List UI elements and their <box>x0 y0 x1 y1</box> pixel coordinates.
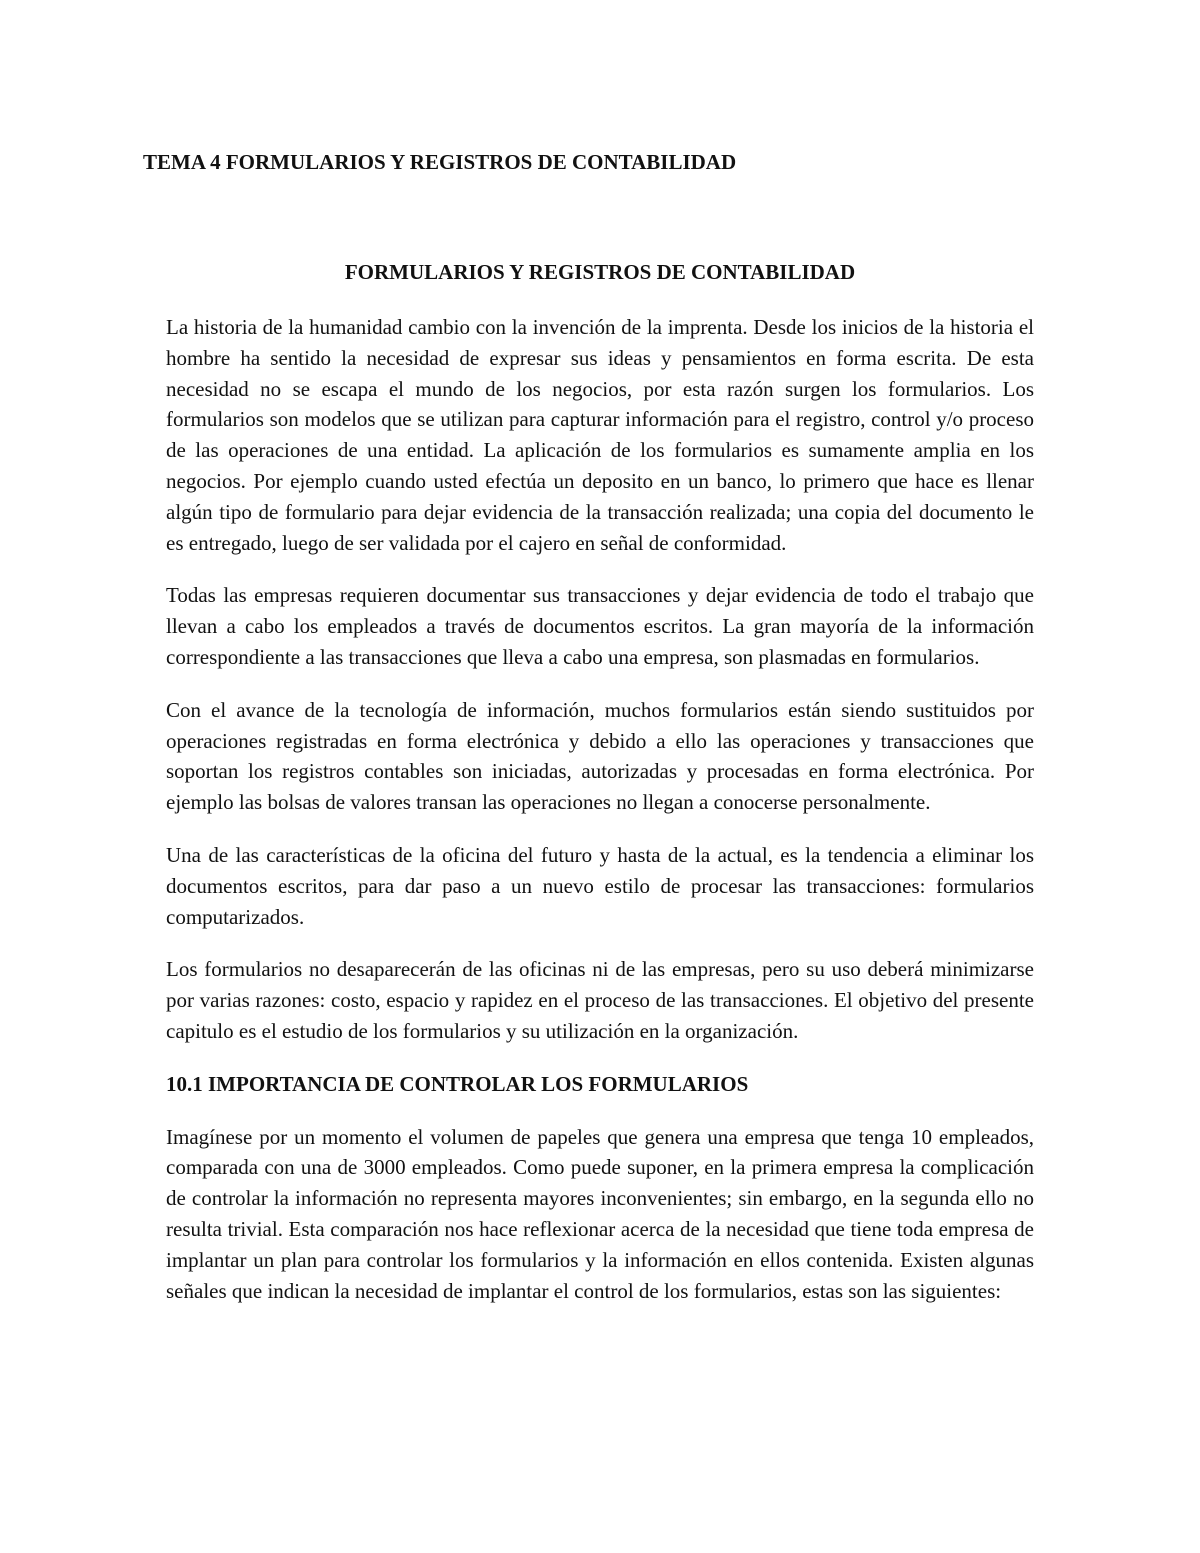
paragraph-office-future: Una de las características de la oficina del futuro y hasta de la actual, es la tendencia a eliminar los documentos escritos, para dar paso a un nuevo estilo de procesar las transacciones: formularios computarizados. <box>166 842 1034 929</box>
paragraph-objective: Los formularios no desaparecerán de las oficinas ni de las empresas, pero su uso deberá minimizarse por varias razones: costo, espacio y rapidez en el proceso de las transacciones. El objetivo del presente capitulo es el estudio de los formularios y su utilización en la organización. <box>166 957 1034 1043</box>
section-title: FORMULARIOS Y REGISTROS DE CONTABILIDAD <box>344 260 856 284</box>
subheading-importance: 10.1 IMPORTANCIA DE CONTROLAR LOS FORMULARIOS <box>166 1071 749 1096</box>
document-title: TEMA 4 FORMULARIOS Y REGISTROS DE CONTABILIDAD <box>143 150 737 174</box>
paragraph-documentation: Todas las empresas requieren documentar sus transacciones y dejar evidencia de todo el trabajo que llevan a cabo los empleados a través de documentos escritos. La gran mayoría de la información correspondiente a las transacciones que lleva a cabo una empresa, son plasmadas en formularios. <box>166 583 1034 669</box>
document-body <box>166 312 1034 1328</box>
paragraph-control-need: Imagínese por un momento el volumen de papeles que genera una empresa que tenga 10 empleados, comparada con una de 3000 empleados. Como puede suponer, en la primera empresa la complicación de controlar la información no representa mayores inconvenientes; sin embargo, en la segunda ello no resulta trivial. Esta comparación nos hace reflexionar acerca de la necesidad que tiene toda empresa de implantar un plan para controlar los formularios y la información en ellos contenida. Existen algunas señales que indican la necesidad de implantar el control de los formularios, estas son las siguientes: <box>166 1124 1034 1303</box>
paragraph-technology: Con el avance de la tecnología de información, muchos formularios están siendo sustituidos por operaciones registradas en forma electrónica y debido a ello las operaciones y transacciones que soportan los registros contables son iniciadas, autorizadas y procesadas en forma electrónica. Por ejemplo las bolsas de valores transan las operaciones no llegan a conocerse personalmente. <box>166 697 1034 815</box>
paragraph-intro: La historia de la humanidad cambio con la invención de la imprenta. Desde los inicios de la historia el hombre ha sentido la necesidad de expresar sus ideas y pensamientos en forma escrita. De esta necesidad no se escapa el mundo de los negocios, por esta razón surgen los formularios. Los formularios son modelos que se utilizan para capturar información para el registro, control y/o proceso de las operaciones de una entidad. La aplicación de los formularios es sumamente amplia en los negocios. Por ejemplo cuando usted efectúa un deposito en un banco, lo primero que hace es llenar algún tipo de formulario para dejar evidencia de la transacción realizada; una copia del documento le es entregado, luego de ser validada por el cajero en señal de conformidad. <box>166 315 1034 555</box>
